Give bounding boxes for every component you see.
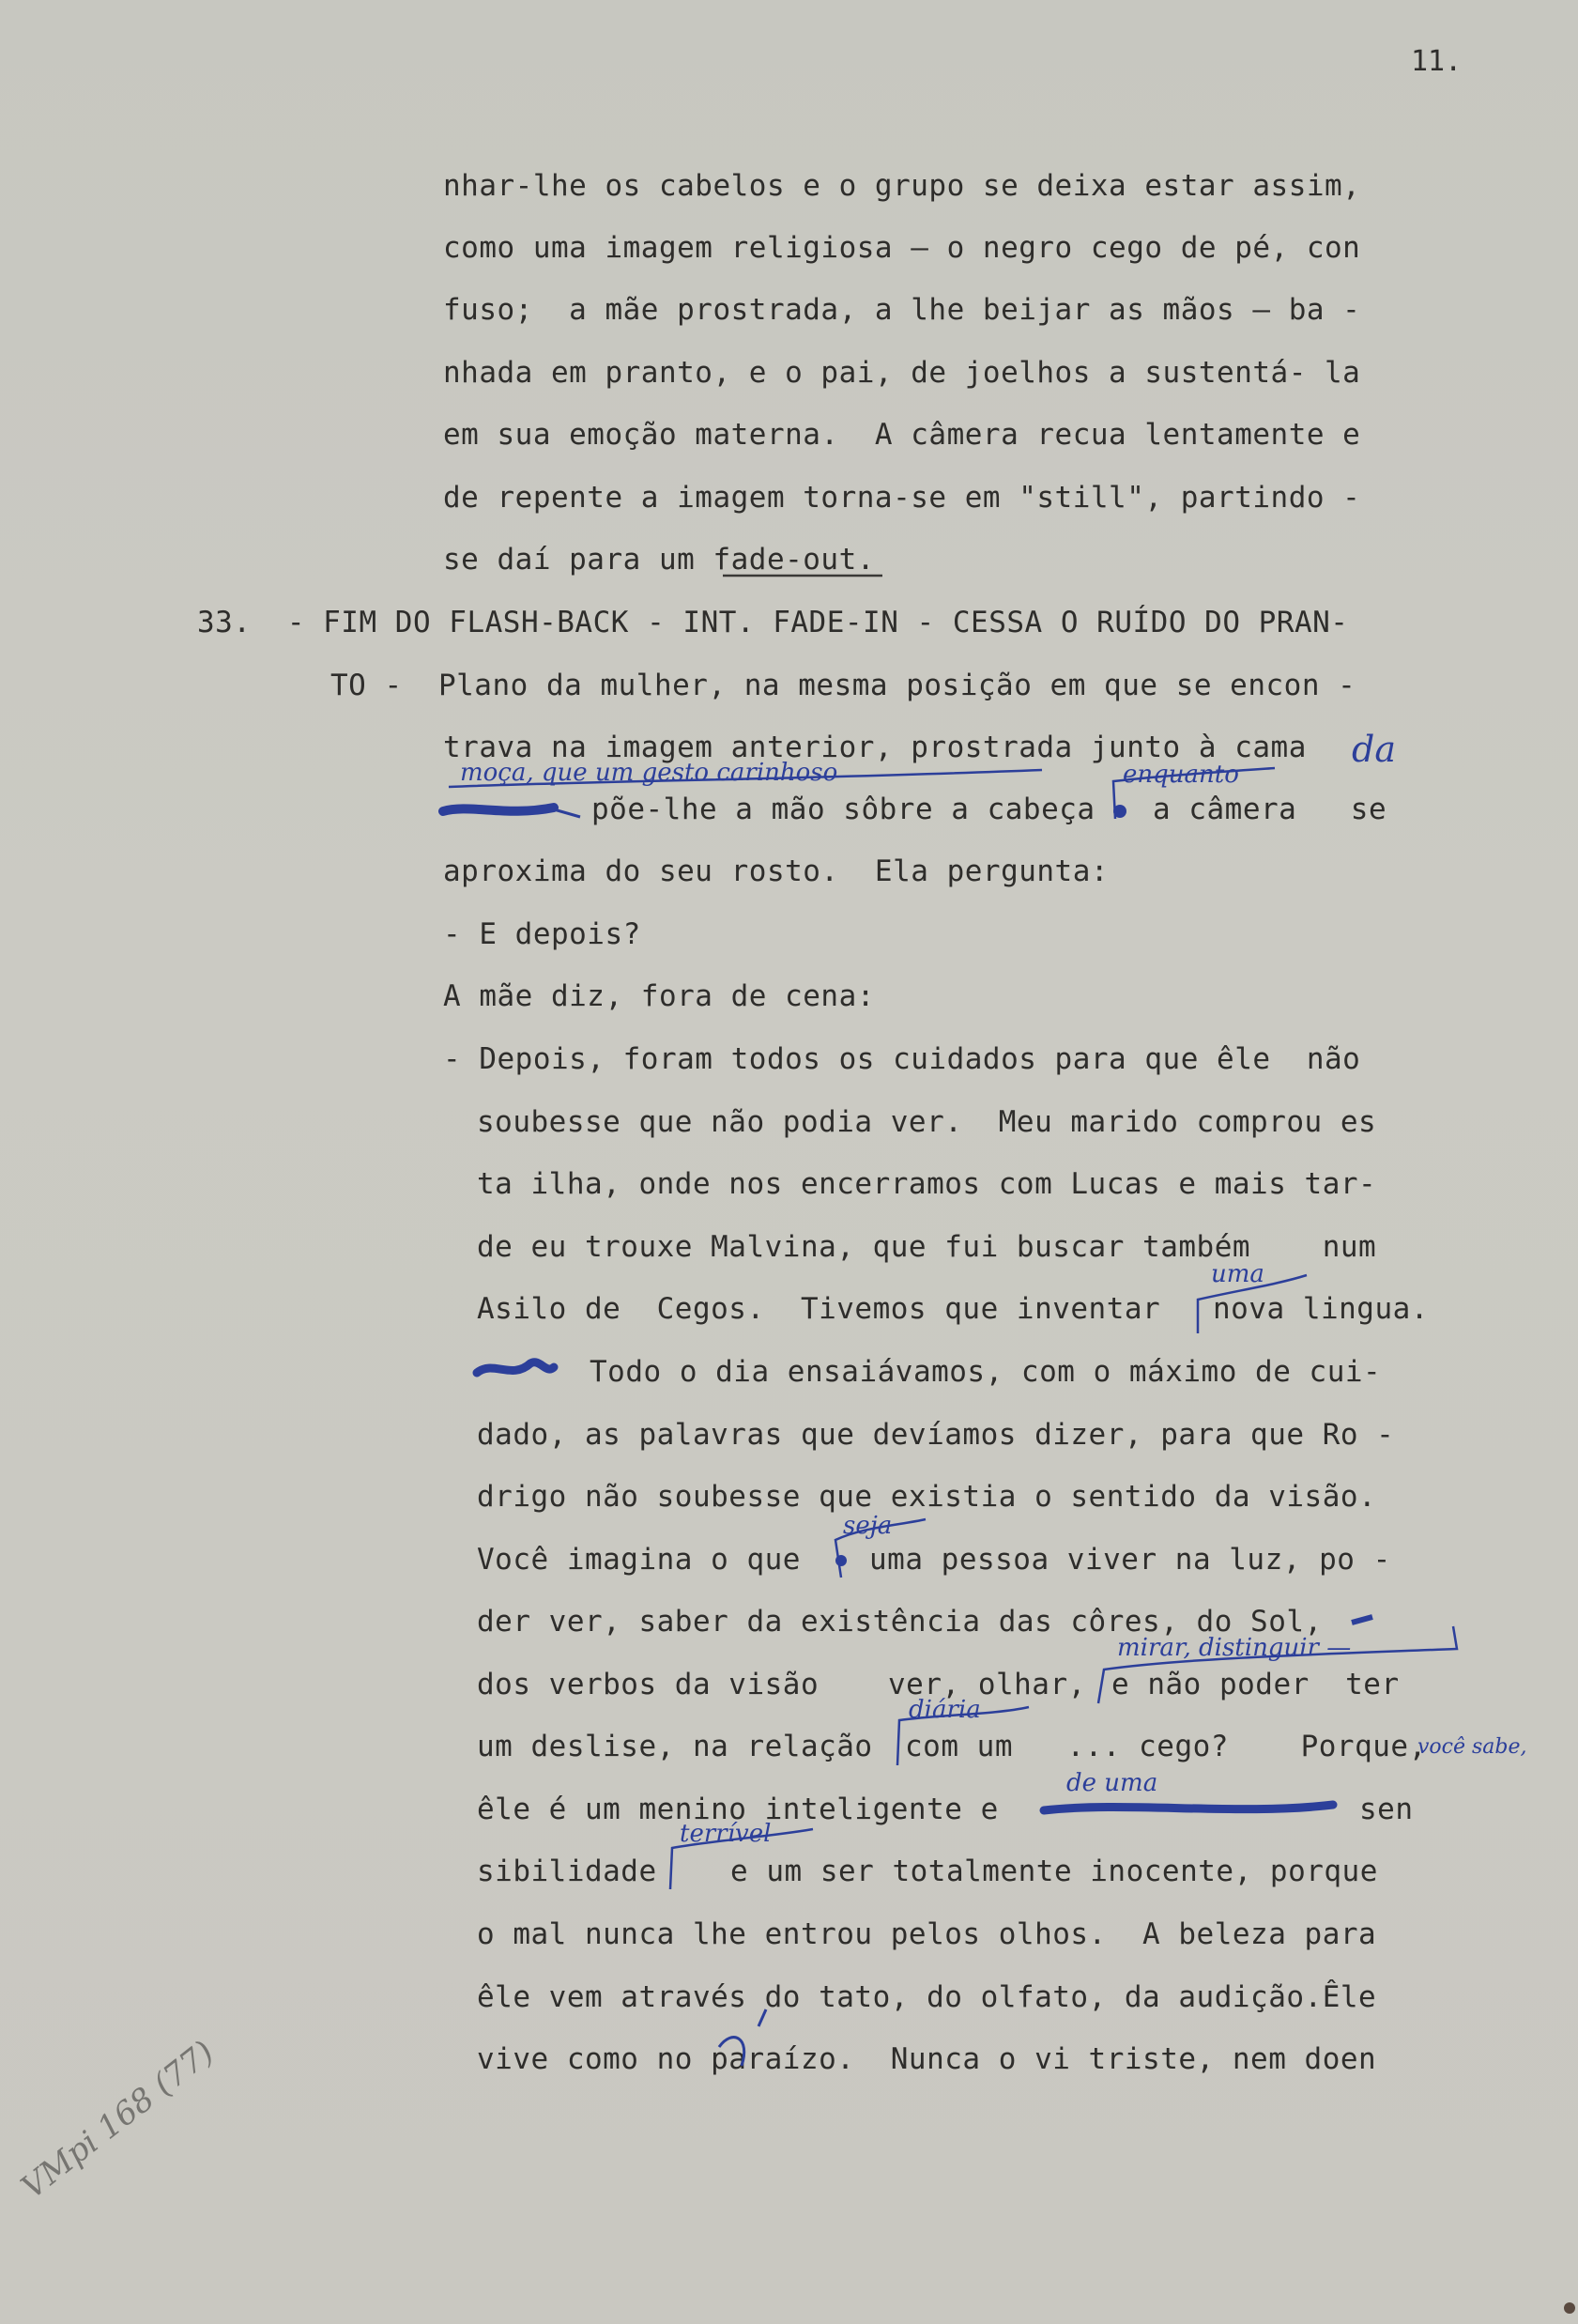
dialogue-line: o mal nunca lhe entrou pelos olhos. A beleza para	[477, 1917, 1377, 1951]
dialogue-line: êle é um menino inteligente e	[477, 1793, 999, 1826]
dialogue-line: Asilo de Cegos. Tivemos que inventar	[477, 1292, 1161, 1326]
page-number: 11.	[1411, 45, 1463, 78]
text-line: trava na imagem anterior, prostrada junto à cama	[443, 731, 1307, 764]
text-line: se daí para um fade-out.	[443, 543, 875, 577]
dialogue-line: e não poder ter	[1111, 1668, 1400, 1701]
handwritten-insertion: moça, que um gesto carinhoso	[460, 759, 838, 787]
scene-heading: 33. - FIM DO FLASH-BACK - INT. FADE-IN - CESSA O RUÍDO DO PRAN-	[197, 606, 1349, 639]
handwritten-insertion: mirar, distinguir —	[1117, 1634, 1352, 1662]
text-line: nhada em pranto, e o pai, de joelhos a sustentá- la	[443, 356, 1361, 390]
dialogue-line: der ver, saber da existência das côres, do Sol,	[477, 1605, 1323, 1639]
dialogue-line: dado, as palavras que devíamos dizer, para que Ro -	[477, 1418, 1395, 1452]
dialogue-line: um deslise, na relação	[477, 1730, 873, 1763]
handwritten-insertion: você sabe,	[1417, 1735, 1527, 1759]
text-line: TO - Plano da mulher, na mesma posição em que se encon -	[330, 669, 1356, 702]
dialogue-line: ta ilha, onde nos encerramos com Lucas e mais tar-	[477, 1167, 1377, 1201]
dialogue-line: Todo o dia ensaiávamos, com o máximo de cui-	[590, 1355, 1382, 1389]
dialogue-line: de eu trouxe Malvina, que fui buscar também num	[477, 1230, 1377, 1264]
dialogue-line: sibilidade	[477, 1855, 657, 1888]
dialogue-line: ver, olhar,	[888, 1668, 1086, 1701]
dialogue-line: - Depois, foram todos os cuidados para que êle não	[443, 1042, 1361, 1076]
handwritten-insertion: terrível	[680, 1820, 772, 1848]
handwritten-insertion: enquanto	[1123, 761, 1239, 789]
handwritten-insertion: da	[1352, 729, 1396, 770]
text-line: de repente a imagem torna-se em "still", partindo -	[443, 481, 1361, 515]
dialogue-line: Você imagina o que	[477, 1543, 801, 1577]
archive-pencil-note: VMpi 168 (77)	[14, 2033, 222, 2207]
handwritten-insertion: seja	[843, 1512, 893, 1540]
handwritten-insertion: uma	[1211, 1260, 1264, 1288]
text-line: A mãe diz, fora de cena:	[443, 979, 875, 1013]
handwritten-insertion: de uma	[1066, 1769, 1158, 1797]
dialogue-line: dos verbos da visão	[477, 1668, 820, 1701]
dialogue-line: nova lingua.	[1213, 1292, 1429, 1326]
handwritten-insertion: diária	[909, 1696, 981, 1724]
text-line: fuso; a mãe prostrada, a lhe beijar as mãos — ba -	[443, 293, 1361, 327]
dialogue-line: soubesse que não podia ver. Meu marido comprou es	[477, 1105, 1377, 1139]
dialogue-line: uma pessoa viver na luz, po -	[869, 1543, 1391, 1577]
dialogue-line: êle vem através do tato, do olfato, da audição.Êle	[477, 1980, 1377, 2014]
dialogue-line: vive como no paraízo. Nunca o vi triste, nem doen	[477, 2042, 1377, 2076]
text-line: aproxima do seu rosto. Ela pergunta:	[443, 854, 1110, 888]
text-line: como uma imagem religiosa — o negro cego de pé, con	[443, 231, 1361, 265]
text-line: nhar-lhe os cabelos e o grupo se deixa estar assim,	[443, 169, 1361, 203]
text-line: põe-lhe a mão sôbre a cabeça	[591, 793, 1095, 826]
dialogue-line: sen	[1359, 1793, 1414, 1826]
dialogue-line: drigo não soubesse que existia o sentido da visão.	[477, 1480, 1377, 1514]
dialogue-line: e um ser totalmente inocente, porque	[730, 1855, 1378, 1888]
text-line: em sua emoção materna. A câmera recua lentamente e	[443, 418, 1361, 452]
dialogue-line: - E depois?	[443, 917, 641, 951]
text-line: a câmera se	[1153, 793, 1387, 826]
dialogue-line: com um ... cego? Porque,	[905, 1730, 1427, 1763]
